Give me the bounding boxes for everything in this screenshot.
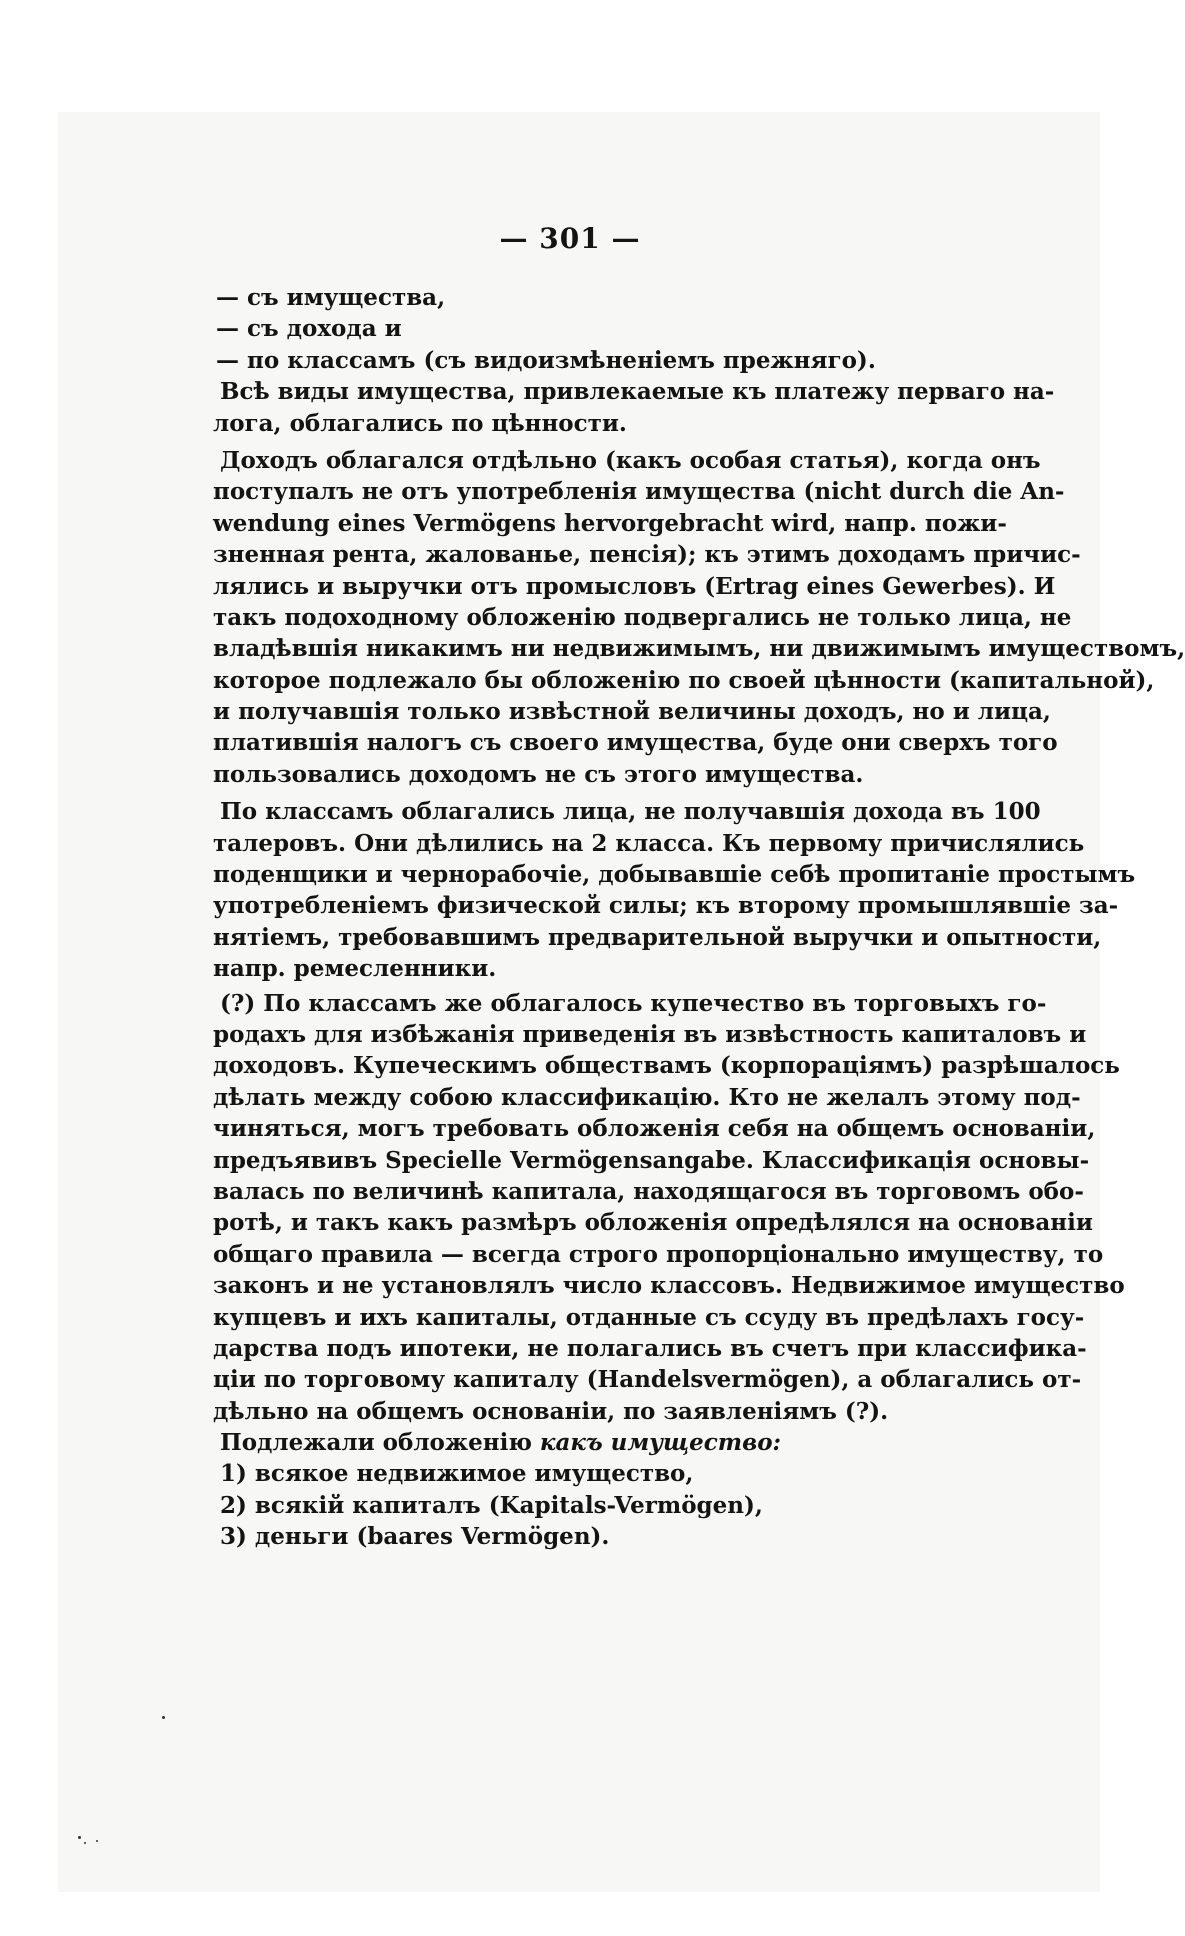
text-line: валась по величинѣ капитала, находящагося въ торговомъ обо- — [213, 1177, 1084, 1205]
text-line: родахъ для избѣжанія приведенія въ извѣстность капиталовъ и — [213, 1020, 1087, 1048]
text-line: такъ подоходному обложенію подвергались не только лица, не — [213, 603, 1072, 631]
text-line: пользовались доходомъ не съ этого имущества. — [213, 760, 864, 788]
text-line: дѣльно на общемъ основаніи, по заявленіямъ (?). — [213, 1397, 889, 1425]
text-line: платившія налогъ съ своего имущества, буде они сверхъ того — [213, 729, 1058, 757]
list-item: 3) деньги (baares Vermögen). — [220, 1523, 610, 1551]
text-line: и получавшія только извѣстной величины доходъ, но и лица, — [213, 698, 1051, 726]
text-line: которое подлежало бы обложенію по своей цѣнности (капитальной), — [213, 666, 1155, 694]
list-item: 2) всякій капиталъ (Kapitals-Vermögen), — [220, 1491, 763, 1519]
text-line: дѣлать между собою классификацію. Кто не желалъ этому под- — [213, 1083, 1081, 1111]
text-run: Подлежали обложенію — [220, 1429, 532, 1457]
page-number: — 301 — — [499, 222, 641, 255]
text-line: доходовъ. Купеческимъ обществамъ (корпораціямъ) разрѣшалось — [213, 1052, 1120, 1080]
text-line: предъявивъ Specielle Vermögensangabe. Классификація основы- — [213, 1146, 1090, 1174]
scan-speck — [78, 1836, 81, 1839]
text-line: талеровъ. Они дѣлились на 2 класса. Къ первому причислялись — [213, 829, 1085, 857]
text-line: Доходъ облагался отдѣльно (какъ особая статья), когда онъ — [220, 446, 1041, 474]
text-line: нятіемъ, требовавшимъ предварительной выручки и опытности, — [213, 923, 1102, 951]
scan-speck — [96, 1840, 98, 1842]
text-line: — по классамъ (съ видоизмѣненіемъ прежняго). — [216, 346, 876, 374]
text-line: общаго правила — всегда строго пропорціонально имуществу, то — [213, 1240, 1104, 1268]
emphasis-text: какъ имуществo: — [539, 1429, 782, 1457]
scan-speck — [84, 1842, 86, 1844]
scan-speck — [162, 1716, 165, 1719]
text-line — [213, 1427, 970, 1458]
text-line: — съ имущества, — [216, 284, 446, 311]
text-line: поденщики и чернорабочіе, добывавшіе себѣ пропитаніе простымъ — [213, 861, 1136, 889]
text-line: дарства подъ ипотеки, не полагались въ счетъ при классифика- — [213, 1334, 1087, 1362]
text-line: зненная рента, жалованье, пенсія); къ этимъ доходамъ причис- — [213, 541, 1081, 569]
text-line: купцевъ и ихъ капиталы, отданные съ ссуду въ предѣлахъ госу- — [213, 1303, 1085, 1331]
text-line: лялись и выручки отъ промысловъ (Ertrag eines Gewerbes). И — [213, 572, 1056, 600]
text-line: Всѣ виды имущества, привлекаемые къ платежу перваго на- — [220, 378, 1055, 406]
text-line: употребленіемъ физической силы; къ второму промышлявшіе за- — [213, 892, 1119, 920]
text-line: (?) По классамъ же облагалось купечество въ торговыхъ го- — [220, 989, 1047, 1017]
text-line: wendung eines Vermögens hervorgebracht wird, напр. пожи- — [213, 509, 1007, 537]
text-line: — съ дохода и — [216, 315, 402, 343]
list-item: 1) всякое недвижимое имущество, — [220, 1460, 694, 1488]
text-line: законъ и не установлялъ число классовъ. Недвижимое имущество — [213, 1272, 1125, 1300]
text-line: По классамъ облагались лица, не получавшія дохода въ 100 — [220, 798, 1041, 826]
text-line: ціи по торговому капиталу (Handelsvermögen), а облагались от- — [213, 1366, 1082, 1394]
text-line: лога, облагались по цѣнности. — [213, 409, 627, 437]
text-line: напр. ремесленники. — [213, 955, 497, 983]
text-line: поступалъ не отъ употребленія имущества (nicht durch die An- — [213, 478, 1065, 506]
body-text — [213, 282, 1185, 1553]
text-line: чиняться, могъ требовать обложенія себя на общемъ основаніи, — [213, 1115, 1096, 1143]
text-line: владѣвшія никакимъ ни недвижимымъ, ни движимымъ имуществомъ, — [213, 635, 1185, 663]
text-line: ротѣ, и такъ какъ размѣръ обложенія опредѣлялся на основаніи — [213, 1209, 1093, 1237]
